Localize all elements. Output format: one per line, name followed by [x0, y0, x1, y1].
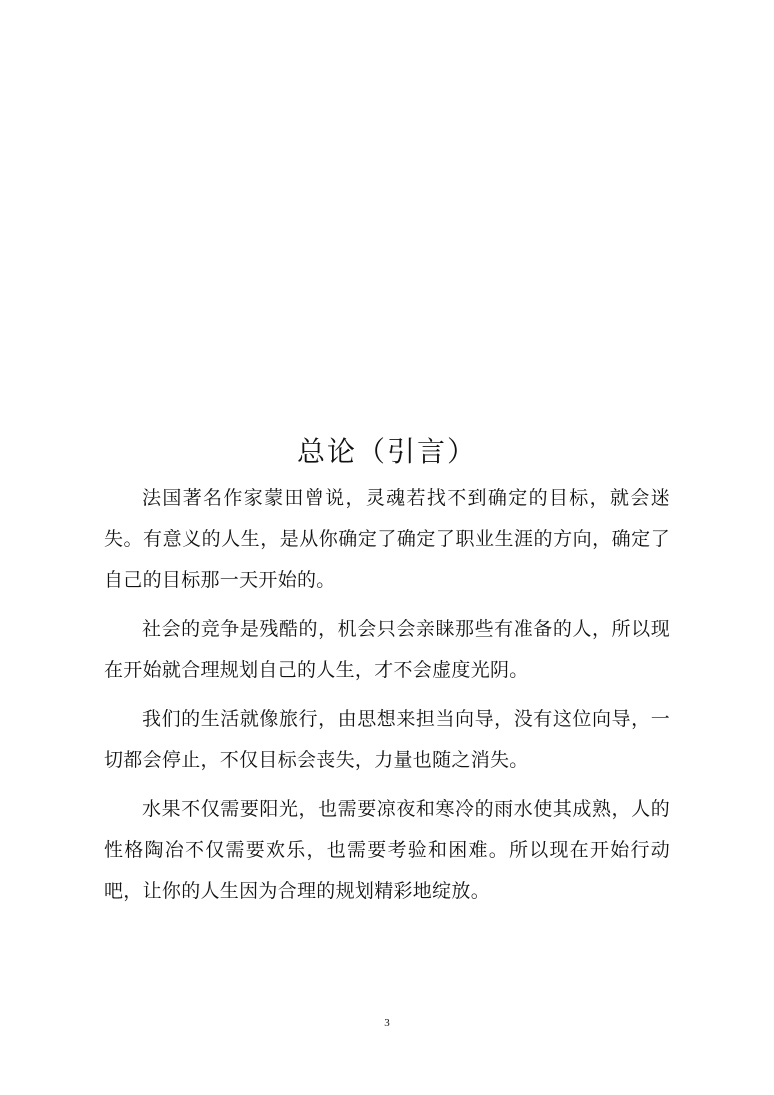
paragraph-1: 法国著名作家蒙田曾说，灵魂若找不到确定的目标，就会迷失。有意义的人生，是从你确定了确定了职业生涯的方向，确定了自己的目标那一天开始的。 [104, 487, 670, 591]
body-text [104, 478, 670, 920]
paragraph-2: 社会的竞争是残酷的，机会只会亲睐那些有准备的人，所以现在开始就合理规划自己的人生，才不会虚度光阴。 [104, 618, 670, 681]
page-title: 总论（引言） [296, 435, 477, 468]
page-number: 3 [384, 1017, 390, 1029]
paragraph-4: 水果不仅需要阳光，也需要凉夜和寒冷的雨水使其成熟，人的性格陶冶不仅需要欢乐，也需要考验和困难。所以现在开始行动吧，让你的人生因为合理的规划精彩地绽放。 [104, 798, 670, 902]
paragraph-3: 我们的生活就像旅行，由思想来担当向导，没有这位向导，一切都会停止，不仅目标会丧失，力量也随之消失。 [104, 708, 670, 771]
